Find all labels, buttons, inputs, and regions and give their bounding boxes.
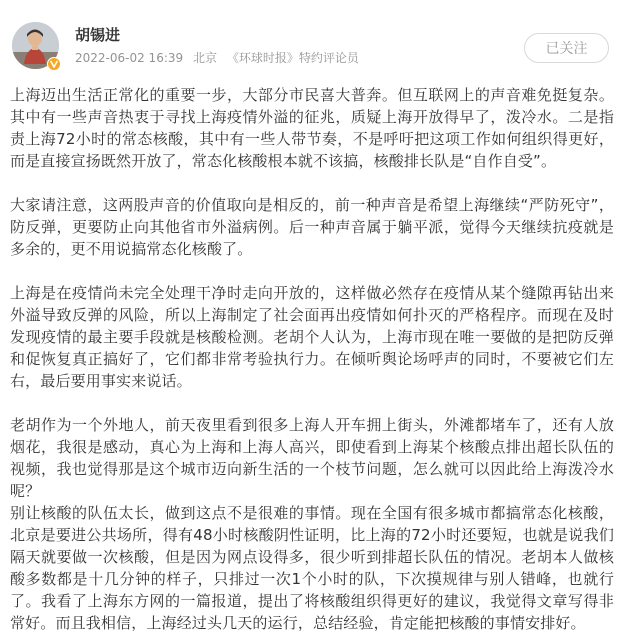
post-location: 北京 [192, 51, 217, 65]
post-timestamp[interactable]: 2022-06-02 16:39 [75, 51, 184, 65]
verified-badge-icon [47, 57, 61, 71]
post-content [10, 84, 614, 631]
author-name[interactable]: 胡锡进 [75, 26, 121, 44]
post-paragraph: 别让核酸的队伍太长，做到这点不是很难的事情。现在全国有很多城市都搞常态化核酸，北京是要进公共场所，得有48小时核酸阴性证明，比上海的72小时还要短，也就是说我们隔天就要做一次核酸，但是因为网点设得多，很少听到排超长队伍的情况。老胡本人做核酸多数都是十几分钟的样子，只排过一次1个小时的队，下次摸规律与别人错峰，也就行了。我看了上海东方网的一篇报道，提出了将核酸组织得更好的建议，我觉得文章写得非常好。而且我相信，上海经过头几天的运行，总结经验，肯定能把核酸的事情安排好。 [10, 504, 614, 631]
post-paragraph: 大家请注意，这两股声音的价值取向是相反的，前一种声音是希望上海继续“严防死守”，防反弹，更要防止向其他省市外溢病例。后一种声音属于躺平派，觉得今天继续抗疫就是多余的，更不用说搞常态化核酸了。 [10, 196, 614, 258]
post-paragraph: 上海是在疫情尚未完全处理干净时走向开放的，这样做必然存在疫情从某个缝隙再钻出来外溢导致反弹的风险，所以上海制定了社会面再出疫情如何扑灭的严格程序。而现在及时发现疫情的最主要手段就是核酸检测。老胡个人认为，上海市现在唯一要做的是把防反弹和促恢复真正搞好了，它们都非常考验执行力。在倾听舆论场呼声的同时，不要被它们左右，最后要用事实来说话。 [10, 284, 614, 390]
post-meta [75, 50, 365, 66]
post-paragraph: 老胡作为一个外地人，前天夜里看到很多上海人开车拥上街头，外滩都堵车了，还有人放烟花，我很是感动，真心为上海和上海人高兴，即使看到上海某个核酸点排出超长队伍的视频，我也觉得那是这个城市迈向新生活的一个枝节问题，怎么就可以因此给上海泼冷水呢？ [10, 416, 614, 500]
post-header [0, 0, 627, 90]
author-description: 《环球时报》特约评论员 [226, 51, 359, 65]
post-paragraph: 上海迈出生活正常化的重要一步，大部分市民喜大普奔。但互联网上的声音难免挺复杂。其中有一些声音热衷于寻找上海疫情外溢的征兆，质疑上海开放得早了，泼冷水。二是指责上海72小时的常态核酸，其中有一些人带节奏，不是呼吁把这项工作如何组织得更好，而是直接宣扬既然开放了，常态化核酸根本就不该搞，核酸排长队是“自作自受”。 [10, 86, 614, 170]
follow-button[interactable]: 已关注 [524, 33, 609, 63]
